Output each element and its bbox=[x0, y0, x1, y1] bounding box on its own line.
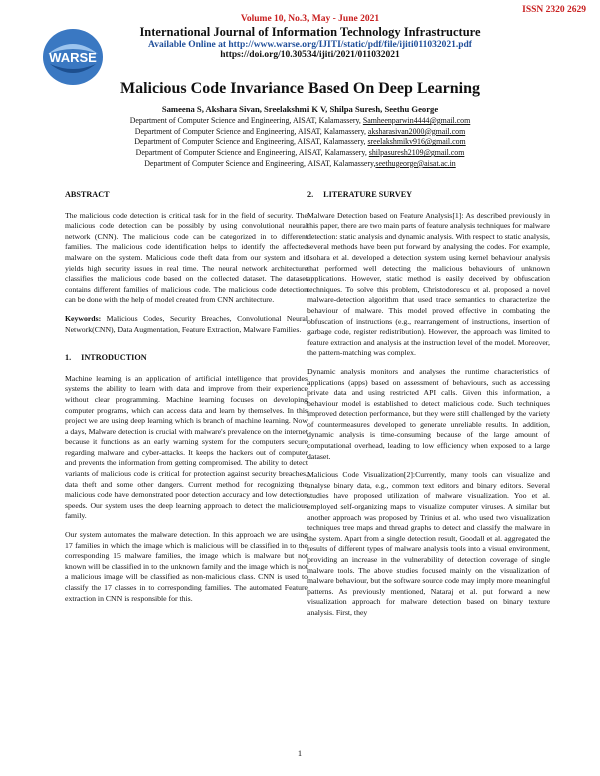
available-link[interactable]: Available Online at http://www.warse.org/IJITI/static/pdf/file/ijiti011032021.pdf bbox=[148, 40, 472, 50]
keywords-text: Malicious Codes, Security Breaches, Convolutional Neural Network(CNN), Data Augmentation, Feature Extraction, Malware Families. bbox=[65, 313, 308, 334]
section-number: 2. bbox=[307, 190, 314, 199]
section-title: INTRODUCTION bbox=[81, 353, 147, 363]
email-link[interactable]: aksharasivan2000@gmail.com bbox=[367, 126, 466, 136]
email-link[interactable]: sreelakshmikv916@gmail.com bbox=[367, 137, 466, 147]
intro-paragraph: Our system automates the malware detection. In this approach we are using 17 families in which the image which is malicious will be classified in to the corresponding 15 malware families, the image which is malware but not known will be classified in to the unknown family and the image which is not a malicious image will be classified as non-malicious class. CNN is used to classify the 17 classes in to corresponding families. The automated Feature extraction in CNN is responsible for this. bbox=[65, 530, 308, 603]
section-title: LITERATURE SURVEY bbox=[323, 190, 413, 199]
abstract-text: The malicious code detection is critical task for in the field of security. The malicious code detection can be possibly by using convolutional neural network (CNN). The malicious code can be categorized in to different families. The malicious code identification helps to identify the affected malware on the system. Malicious code theft data from our system and it yields high security issues in real time. The neural network architecture classifies the malicious code based on the collected dataset. The dataset contains different families of malicious code. The malicious code detection can be done with the help of model created from CNN architecture. bbox=[65, 210, 308, 305]
affiliation bbox=[0, 148, 600, 159]
doi-link[interactable]: https://doi.org/10.30534/ijiti/2021/011032021 bbox=[220, 50, 400, 60]
volume: Volume 10, No.3, May - June 2021 bbox=[240, 14, 380, 24]
affiliation bbox=[0, 159, 600, 170]
logo-text: WARSE bbox=[49, 50, 97, 65]
journal-header bbox=[0, 14, 600, 60]
authors: Sameena S, Akshara Sivan, Sreelakshmi K V, Shilpa Suresh, Seethu George bbox=[161, 104, 439, 114]
literature-paragraph: Dynamic analysis monitors and analyses the runtime characteristics of applications (apps) based on assessment of behaviours, such as accessing private data and using restricted API calls. Given this information, a behaviour model is established to detect malicious code. Such techniques improved detection performance, but they were still challenged by the variety of countermeasures developed to generate unreliable results. In addition, dynamic analysis is time-consuming because of the large amount of computational overhead, leading to low efficiency when exposed to a large dataset. bbox=[307, 366, 550, 461]
affiliation bbox=[0, 127, 600, 138]
journal-name: International Journal of Information Technology Infrastructure bbox=[139, 25, 481, 39]
issn: ISSN 2320 2629 bbox=[522, 5, 586, 15]
abstract-heading: ABSTRACT bbox=[65, 190, 110, 199]
intro-heading bbox=[65, 353, 308, 364]
affiliation-text: Department of Computer Science and Engineering, AISAT, Kalamassery, bbox=[134, 137, 368, 147]
literature-paragraph: Malicious Code Visualization[2]:Currently, many tools can visualize and analyse binary data, e.g., common text editors and binary editors. Several studies have proposed utilization of malware visualization. Yoo et al. employed self-organizing maps to visualize computer viruses. A similar but another approach was proposed by Trinius et al. who used two visualization techniques tree maps and thread graphs to detect and classify the malware in the system. Apart from a single detection result, Goodall et al. aggregated the results of different types of malware analysis tools into a visual environment, providing an increase in the vulnerability of detection coverage of single malware tools. The above studies focused mainly on the visualization of malware behaviour, but the software source code may imply more meaningful patterns. As previously mentioned, Nataraj et al. put forward a new visualization approach for malware detection based on binary texture analysis. First, they bbox=[307, 470, 550, 617]
paper-title: Malicious Code Invariance Based On Deep Learning bbox=[119, 80, 480, 97]
right-column bbox=[307, 190, 550, 627]
affiliation-text: Department of Computer Science and Engineering, AISAT, Kalamassery, bbox=[144, 158, 376, 168]
affiliations bbox=[0, 116, 600, 170]
keywords-label: Keywords: bbox=[65, 313, 102, 323]
left-column bbox=[65, 190, 308, 612]
literature-paragraph: Malware Detection based on Feature Analysis[1]: As described previously in this paper, there are two main parts of feature analysis techniques for malware detection: static analysis and dynamic analysis. With respect to static analysis, several methods have been put forward by analysing the codes. For example, Isohara et al. developed a detection system using kernel behaviour analysis that performed well detecting the malicious behaviours of unknown applications. However, static method is easily deceived by obfuscation techniques. To solve this problem, Christodorescu et al. proposed a novel malware-detection algorithm that used trace semantics to characterize the behaviour of malware. This model proved effective in combating the obfuscation of instructions (e.g., rearrangement of instructions, insertion of garbage code, register redistribution). However, the approach was limited to feature extraction and analysis at the instruction level of the model. Moreover, the pattern-matching was complex. bbox=[307, 210, 550, 358]
keywords bbox=[65, 314, 308, 335]
page-number: 1 bbox=[297, 748, 303, 758]
affiliation bbox=[0, 137, 600, 148]
email-link[interactable]: shilpasuresh2109@gmail.com bbox=[368, 148, 465, 158]
affiliation bbox=[0, 116, 600, 127]
affiliation-text: Department of Computer Science and Engineering, AISAT, Kalamassery, bbox=[134, 126, 368, 136]
affiliation-text: Department of Computer Science and Engineering, AISAT, Kalamassery, bbox=[129, 116, 363, 125]
email-link[interactable]: seethugeorge@aisat.ac.in bbox=[375, 158, 456, 168]
affiliation-text: Department of Computer Science and Engineering, AISAT, Kalamassery, bbox=[135, 148, 369, 158]
email-link[interactable]: Samheenparwin4444@gmail.com bbox=[362, 116, 471, 125]
literature-heading bbox=[307, 190, 550, 201]
section-number: 1. bbox=[65, 353, 72, 363]
intro-paragraph: Machine learning is an application of artificial intelligence that provides systems the ability to learn with data and improve from their experience without clear programming. Machine learning focuses on developing computer programs, which can access data and learn by themselves. In this project we are using deep learning which is branch of machine learning. Now a days, Malware detection is crucial with malware's prevalence on the internet because it functions as an early warning system for the computers secure regarding malware and cyber-attacks. It keeps the hackers out of computer and prevents the information from getting compromised. The ability to detect variants of malicious code is critical for protection against security breaches, data theft and some other dangers. Current method for recognizing the malicious code have demonstrated poor detection accuracy and low detection speeds. Our system uses the deep learning approach to detect the malicious family. bbox=[65, 373, 308, 521]
